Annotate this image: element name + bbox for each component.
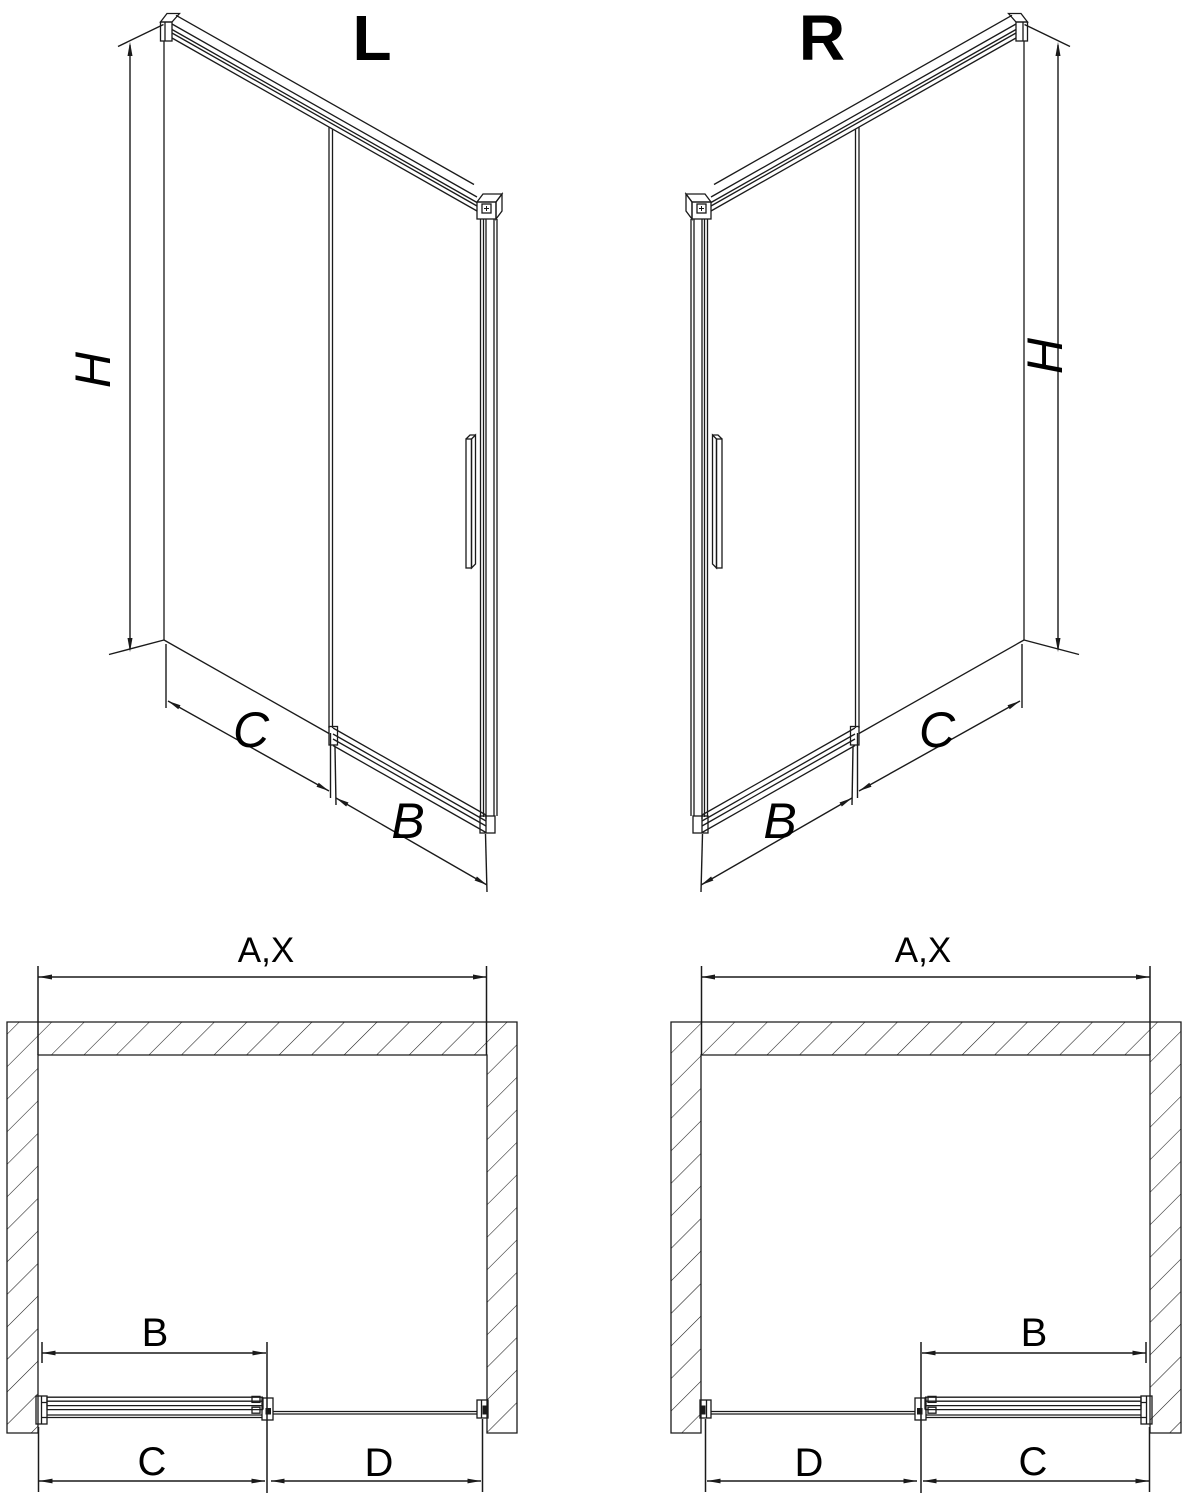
- door-side-profile: [480, 219, 497, 833]
- dim-label-span-c-plan-left: C: [137, 1440, 167, 1484]
- dim-label-door-iso-right: B: [763, 793, 797, 849]
- iso-view-geometry-mirrored: [686, 14, 1079, 893]
- door-assembly-plan: [36, 1396, 488, 1424]
- variant-label-right: R: [798, 2, 846, 74]
- dim-label-span-d-plan-right: D: [794, 1441, 824, 1485]
- sliding-door-plan: [47, 1396, 273, 1420]
- dim-label-fixed-iso-right: C: [918, 702, 956, 758]
- plan-left-walls: [7, 1022, 517, 1433]
- fixed-panel-plan: [273, 1412, 477, 1415]
- dim-label-opening-plan-right: A,X: [894, 931, 952, 970]
- dim-label-door-iso-left: B: [391, 793, 425, 849]
- plan-right-walls: [671, 1022, 1181, 1433]
- sliding-door-edge: [329, 128, 333, 729]
- door-handle: [466, 435, 476, 568]
- dim-label-door-plan-left: B: [141, 1311, 169, 1355]
- top-rail: [172, 15, 477, 211]
- dim-label-span-d-plan-left: D: [364, 1441, 394, 1485]
- dim-label-height-right: H: [1017, 337, 1073, 375]
- dim-label-span-c-plan-right: C: [1018, 1440, 1048, 1484]
- dim-height: [109, 25, 164, 655]
- iso-view-geometry: [109, 14, 502, 893]
- dim-label-height-left: H: [65, 351, 121, 389]
- rail-right-end-cap: [477, 194, 502, 219]
- dim-label-opening-plan-left: A,X: [237, 931, 295, 970]
- dim-label-door-plan-right: B: [1020, 1311, 1048, 1355]
- fixed-glass-panel: [164, 41, 329, 734]
- dim-label-fixed-iso-left: C: [232, 702, 270, 758]
- variant-label-left: L: [352, 2, 392, 74]
